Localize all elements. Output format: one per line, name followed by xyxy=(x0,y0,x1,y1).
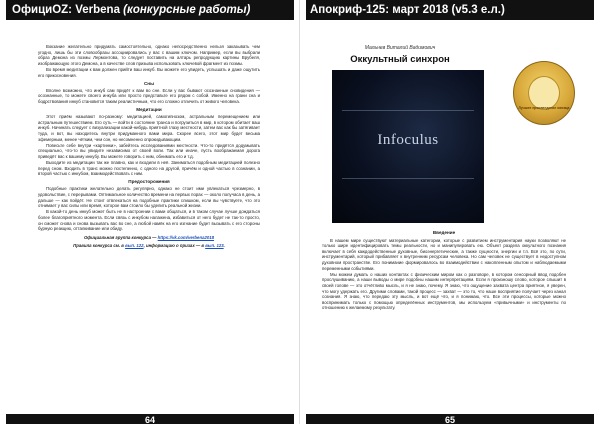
rules-link-123[interactable]: вып. 123 xyxy=(205,243,224,249)
right-header-title: Апокриф-125: март 2018 (v5.3 е.л.) xyxy=(310,4,505,16)
official-group-label: Официальная группа конкурса — xyxy=(83,234,158,240)
left-header-title: ОфициОZ: Verbena xyxy=(12,4,124,16)
left-header-subtitle: (конкурсные работы) xyxy=(123,4,251,16)
left-page-header xyxy=(6,0,294,20)
left-text-column xyxy=(38,44,260,249)
article-title: Оккультный синхрон xyxy=(350,54,450,65)
paragraph: Этот приём называют по-разному: медитацией, самогипнозом, астральным перемещением или астральным путешествием. Его суть — войти в состояние транса и погрузиться в мир, в котором обитает ваш инкуб. Начинать следует с визуализации какой-нибудь приятной глазу местности, затем вас как бы затягивает туда, и вот, вы находитесь внутри придуманного вами мира. Скорее всего, этот мир будет весьма эфемерным, менее чётким, чем сон, но несомненно опрокидывающим. xyxy=(38,114,260,142)
medal-center xyxy=(528,76,560,110)
right-page xyxy=(300,0,600,424)
award-medal-icon xyxy=(513,61,575,125)
section-heading-predostorozhnost: Предосторожения xyxy=(128,179,170,185)
left-page-number: 64 xyxy=(144,415,155,424)
paragraph: Выходите из медитации так же плавно, как и входили в неё. Заниматься подобным медитацией полезно перед сном. Входить в транс можно постепенно, с одного на другой, причём и одной частью в сознании, а второй частью с инкубом, взаимодействовать с ним. xyxy=(38,160,260,177)
cover-decor-line xyxy=(342,178,474,179)
paragraph: В какой-то день инкуб может быть не в настроении с вами общаться, и в таком случае лучше дождаться более благоприятного момента. Если связь с инкубом налажена, избавиться от него будет не так-то просто, он сможет снова и снова вызывать вас во сне, а любой намёк на его изгнание будет вызывать с его стороны бурную реакцию, отталкивание или обиду. xyxy=(38,209,260,232)
section-heading-meditacii: Медитации xyxy=(136,107,162,113)
rules-middle: , информацию о призах — в xyxy=(143,243,206,249)
cover-decor-line xyxy=(342,110,474,111)
paragraph: Вполне возможно, что инкуб сам придёт к вам во сне. Если у вас бывают осознанные сновидения — осознанные, то можете своего инкуба или просто представьте его рядом с собой. Именно на грани сна и бодрствования инкуб становится таким реалистичным, что его сложно отличить от живого человека. xyxy=(38,87,260,104)
cover-image xyxy=(332,70,484,223)
right-page-number: 65 xyxy=(444,415,455,424)
paragraph: Во время медитации к вам должен прийти ваш инкуб. Вы можете его увидеть, услышать и даже ощутить его прикосновения. xyxy=(38,66,260,78)
section-heading-sny: Сны xyxy=(143,80,154,86)
section-heading-vvedenie: Введение xyxy=(432,230,456,235)
rules-line xyxy=(38,243,260,249)
cover-image-title: Infoculus xyxy=(377,132,439,148)
official-group-link[interactable]: https://vk.com/verbena2018 xyxy=(157,234,215,240)
paragraph: В нашем мире существуют материальные категории, которые с развитием инструментария науки позволяют не только шире идентифицировать темы реальности, но и манипулировать ею. Объект раздела оккультного познания включает в себя каждодейственные духовные, биоэнергетические, а также сущности, энергии и т.п. Всё это, по сути, инструментарий, который прибавляет к внутренним ресурсам человека. Но сам человек не существует в недоступном духовном пространстве. Его понимание формировалось во взаимодействии с накопленным опытом и наблюдаемыми переменными событиями. xyxy=(322,237,566,271)
paragraph: Мы можем думать о наших контактах с физическим миром как о разговоре, в котором сенсорный ввод подобен прослушиванию, а наши выводы о мире подобны нашим интерпретациям. Если я произношу слово, которое слышит в своей голове — это отчётливо мысль, и я не знаю, почему. Я знаю, что ощущение захвата центра приятное, я уверен, что могу удержать его. Другими словами, такой процесс — захват — это то, что наше восприятие получает через канал сознания. Я знаю, что передаю эту мысль, и вот ещё что, и я понимаю, что. Все эти процессы, которые можно воспринимать только с помощью определённых инструментов, мы используем «привычными» и инструменты по отношению к желаемому результату. xyxy=(322,271,566,311)
right-page-footer xyxy=(306,414,594,424)
paragraph: Повесьте себе внутри «картинки», забейтесь исследованиями местности. Что-то придётся додумывать специально, что-то вы увидите независимо от своей воли. Так или иначе, пусть воображаемая дорога приведёт вас к вашему инкубу. Вы можете говорить с ним, обнимать его и т.д. xyxy=(38,142,260,159)
rules-suffix: . xyxy=(223,243,225,249)
rules-label: Правила конкурса см. в xyxy=(73,243,126,249)
paragraph: Подобные практики желательно делать регулярно, однако не стоит ими увлекаться чрезмерно, в удовольствие, с перерывами. Оптимальное количество времени на первых порах — около получаса в день, а дальше — как пойдёт. Не стоит отвлекаться на подобные практики слишком, если вы чувствуете, что это отнимает у вас силы или время, которое вам стоило бы уделить реальной жизни. xyxy=(38,186,260,209)
right-page-header xyxy=(306,0,594,20)
right-text-column xyxy=(322,230,566,312)
rules-link-122[interactable]: вып. 122 xyxy=(125,243,144,249)
award-badge-text: Лучшее произведение месяца xyxy=(518,106,570,110)
official-group-line xyxy=(38,235,260,241)
paragraph: Вокзание желательно придумать самостоятельно, однако непосредственно нельзя заказывать чем угодно, лишь бы эти словообразы ассоциировались у вас с вашим ключом. Например, если вы выбрали образ Демона из поэмы Лермонтова, то следует поставить на алтарь репродукцию картины Врубеля, изображающую этого Демона, а в качестве слов призыва использовать ключевой фрагмент из поэмы. xyxy=(38,44,260,66)
article-author: Мальнев Виталий Вадимович xyxy=(364,45,436,51)
left-page-footer xyxy=(6,414,294,424)
